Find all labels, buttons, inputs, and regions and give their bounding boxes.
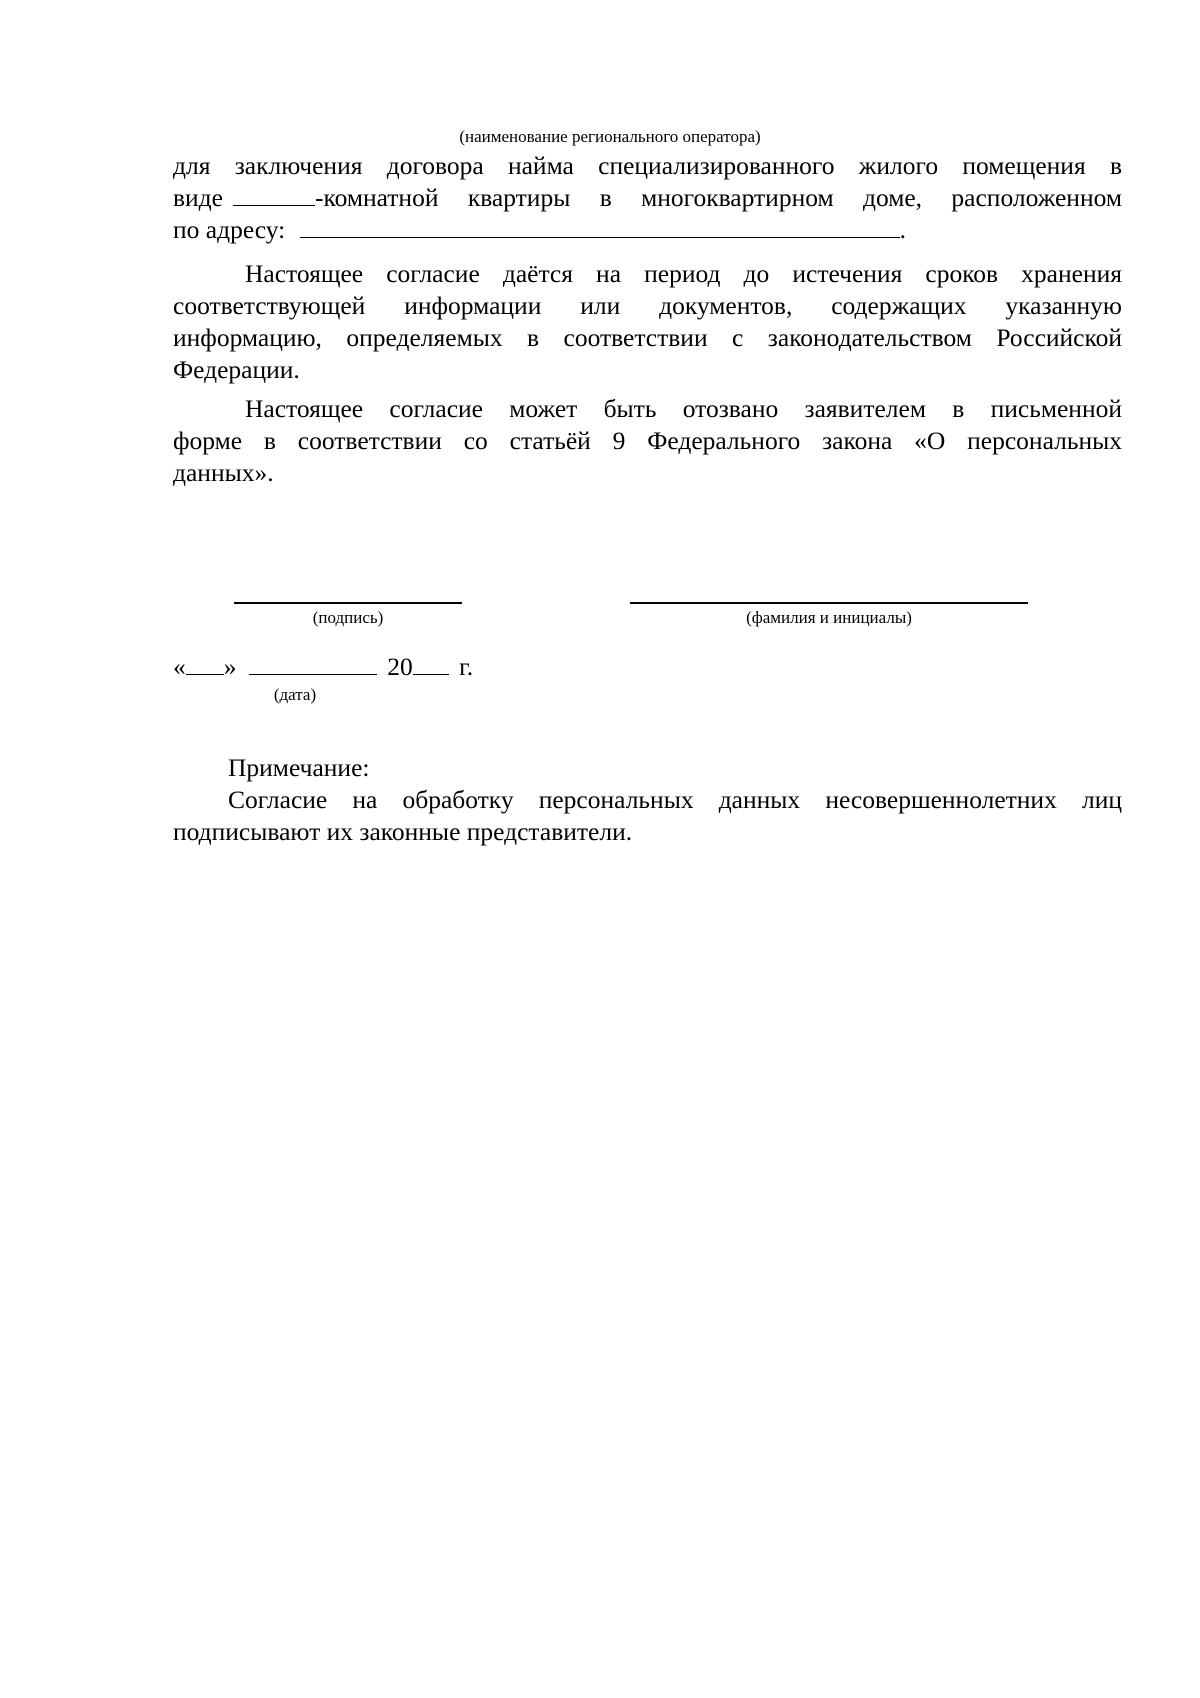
- contract-paragraph: [173, 150, 1122, 246]
- period-line-1: Настоящее согласие даётся на период до истечения сроков хранения: [245, 259, 1122, 288]
- date-open-quote: «: [173, 652, 186, 681]
- contract-line-2-suffix: -комнатной квартиры в многоквартирном доме, расположенном: [314, 183, 1122, 212]
- period-line-4: Федерации.: [173, 355, 300, 384]
- revoke-paragraph: [173, 393, 1122, 489]
- signature-caption: (подпись): [312, 608, 384, 627]
- note-title: Примечание:: [228, 753, 370, 782]
- name-caption: (фамилия и инициалы): [746, 608, 912, 627]
- note-paragraph: [173, 752, 1122, 848]
- day-blank[interactable]: [186, 651, 224, 675]
- note-line-1: Согласие на обработку персональных данных несовершеннолетних лиц: [228, 785, 1122, 814]
- contract-line-2-prefix: виде: [173, 183, 223, 212]
- address-end: .: [899, 215, 906, 244]
- note-line-2: подписывают их законные представители.: [173, 817, 633, 846]
- year-suffix: г.: [459, 652, 474, 681]
- date-caption: (дата): [273, 685, 317, 704]
- date-close-quote: »: [223, 652, 237, 681]
- period-line-3: информацию, определяемых в соответствии с законодательством Российской: [173, 323, 1122, 352]
- contract-line-1: для заключения договора найма специализированного жилого помещения в: [173, 151, 1122, 180]
- address-blank[interactable]: [300, 214, 900, 238]
- year-prefix: 20: [387, 652, 413, 681]
- rooms-count-blank[interactable]: [233, 182, 315, 206]
- date-line: [173, 651, 473, 683]
- contract-line-3: [173, 214, 1122, 246]
- period-paragraph: [173, 258, 1122, 386]
- revoke-line-1: Настоящее согласие может быть отозвано заявителем в письменной: [245, 394, 1122, 423]
- contract-line-2: [173, 182, 1122, 214]
- name-line[interactable]: [630, 602, 1028, 604]
- signature-line[interactable]: [234, 602, 462, 604]
- month-blank[interactable]: [249, 651, 377, 675]
- revoke-line-3: данных».: [173, 458, 274, 487]
- address-label: по адресу:: [173, 215, 286, 244]
- period-line-2: соответствующей информации или документов, содержащих указанную: [173, 291, 1122, 320]
- operator-caption: (наименование регионального оператора): [459, 127, 761, 146]
- revoke-line-2: форме в соответствии со статьёй 9 Федерального закона «О персональных: [173, 426, 1122, 455]
- year-blank[interactable]: [413, 651, 449, 675]
